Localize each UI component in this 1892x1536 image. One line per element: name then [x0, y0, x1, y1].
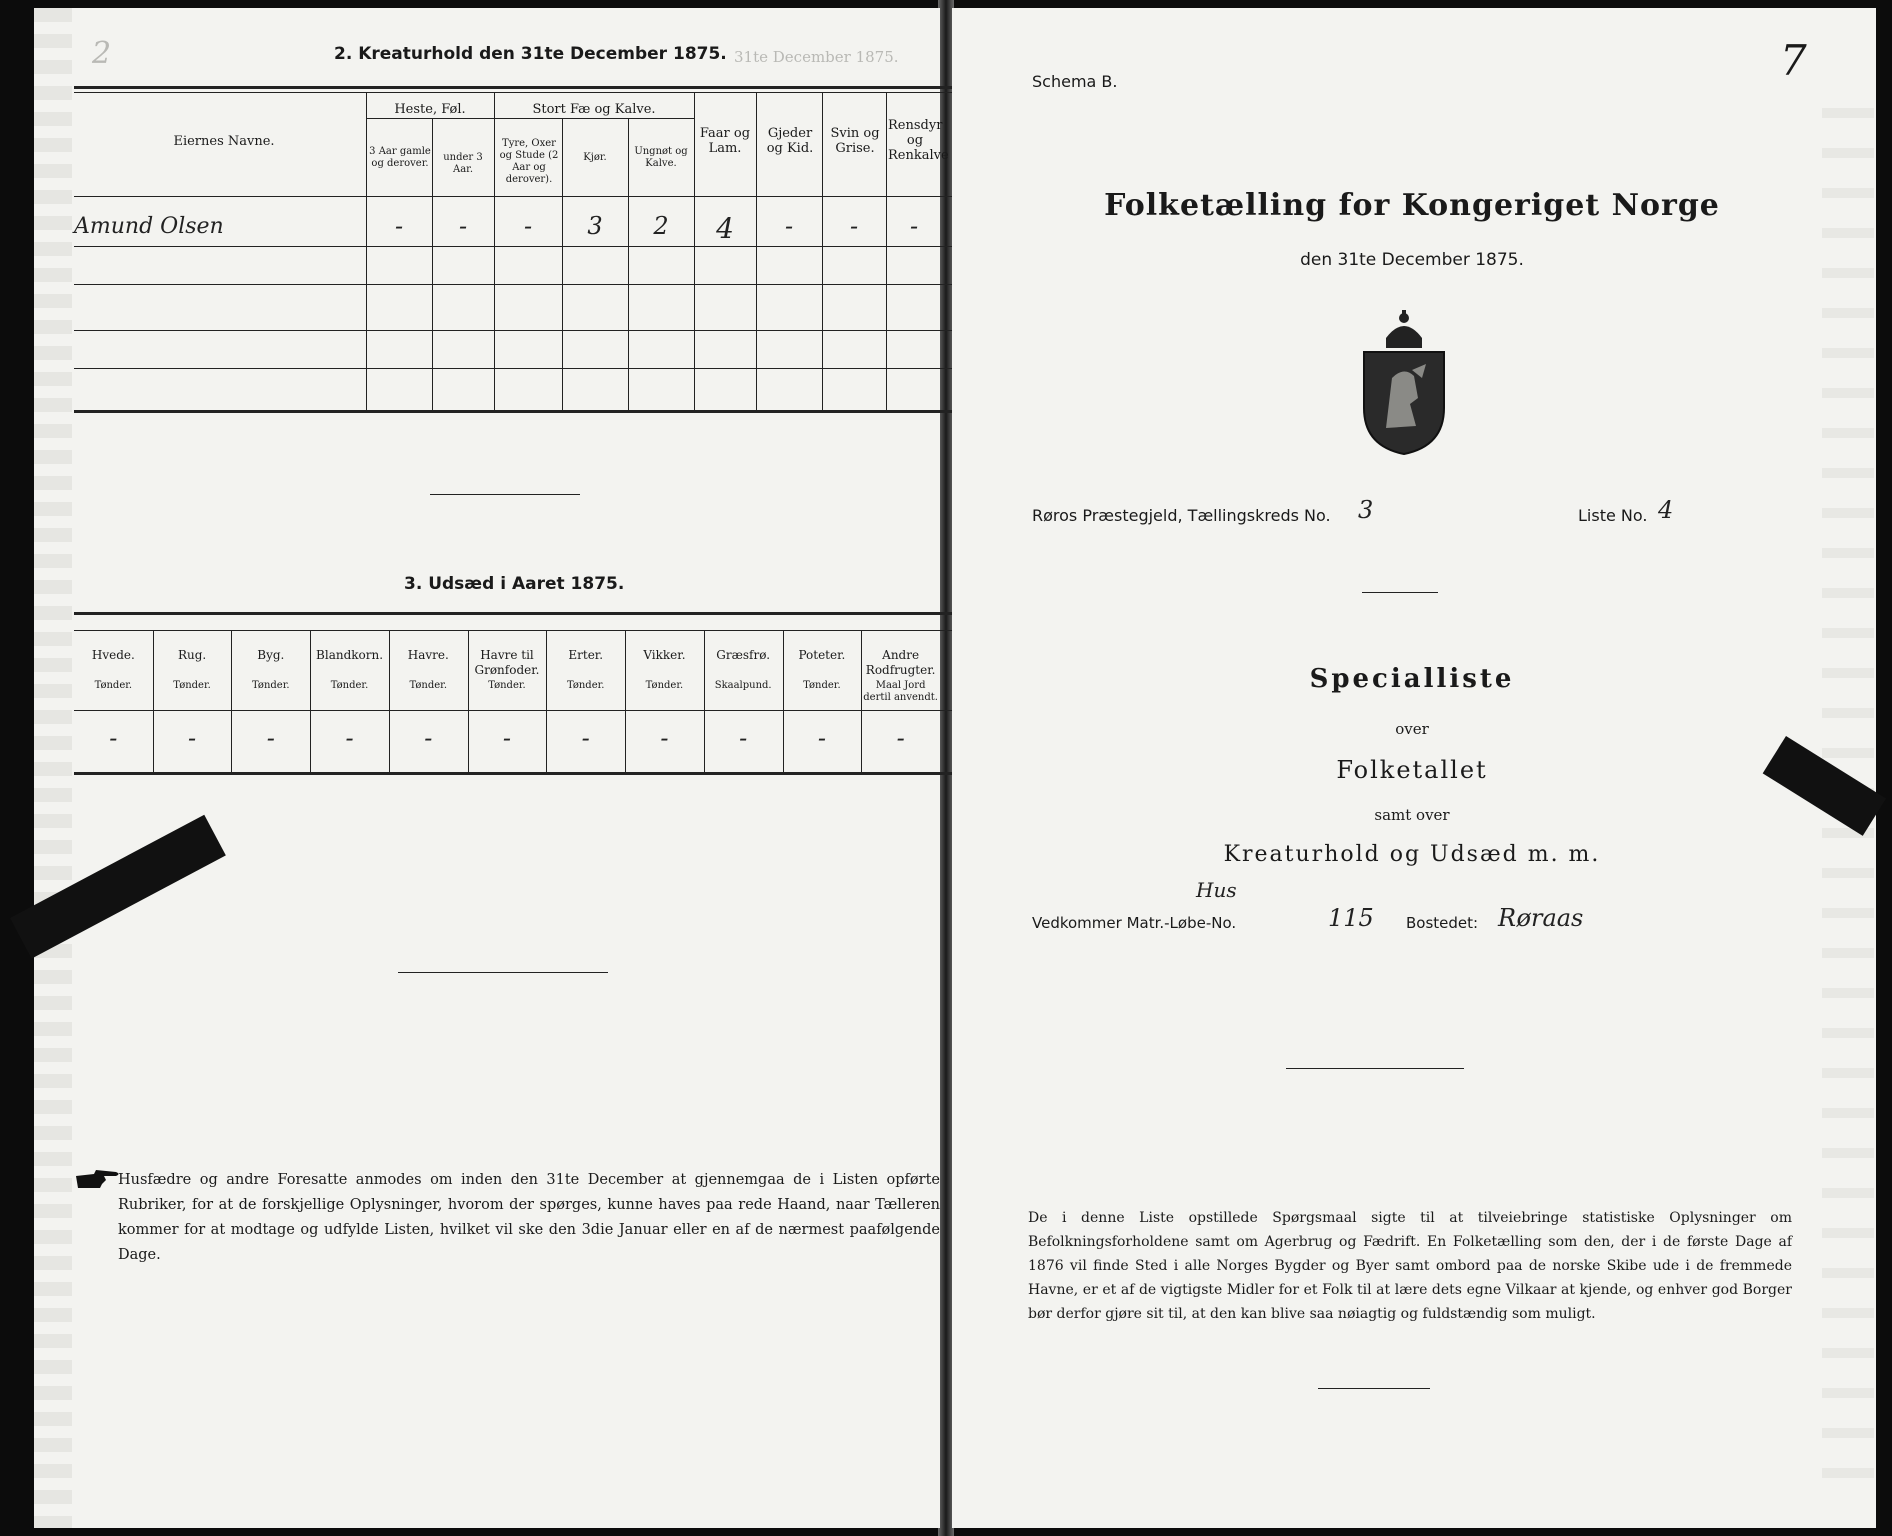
seed-header-unit: Tønder. [94, 680, 133, 691]
schema-label: Schema B. [1032, 72, 1118, 91]
specialliste-title: Specialliste [1309, 664, 1515, 694]
coat-of-arms-icon [1356, 308, 1452, 456]
header-kjor: Kjør. [583, 152, 607, 163]
subheader-rule [366, 118, 694, 119]
seed-value-cell: - [581, 724, 590, 752]
row-rule [74, 284, 974, 285]
separator [1286, 1068, 1464, 1069]
seed-header-unit: Maal Jord dertil anvendt. [863, 680, 938, 703]
section3-title: 3. Udsæd i Aaret 1875. [404, 574, 625, 594]
seed-value-cell: - [345, 724, 354, 752]
cell-kjor: 3 [587, 212, 603, 240]
header-heste-3aar: 3 Aar gamle og derover. [369, 146, 431, 169]
table2-top-rule [74, 86, 974, 89]
seed-header-unit: Tønder. [488, 680, 526, 691]
seed-value-cell: - [188, 724, 197, 752]
owner-name: Amund Olsen [74, 214, 224, 239]
section2-title: 2. Kreaturhold den 31te December 1875. [334, 44, 727, 64]
header-heste: Heste, Føl. [394, 102, 466, 117]
header-heste-under3: under 3 Aar. [443, 152, 483, 175]
separator [398, 972, 608, 973]
seed-value-cell: - [266, 724, 275, 752]
pointing-hand-icon [74, 1166, 122, 1194]
seed-header-name: Blandkorn. [316, 648, 384, 662]
bostedet-value: Røraas [1498, 904, 1584, 932]
col-rule [886, 92, 887, 412]
header-ungnot: Ungnøt og Kalve. [634, 146, 688, 169]
header-bottom-rule [74, 196, 974, 197]
instruction-note [118, 1168, 940, 1268]
table3-bottom-rule [74, 772, 974, 775]
seed-header-unit: Tønder. [173, 680, 211, 691]
left-page [34, 8, 949, 1528]
header-rensdyr: Rensdyr og Renkalve [888, 118, 949, 163]
seed-header-name: Andre Rodfrugter. [865, 648, 936, 677]
separator [1318, 1388, 1430, 1389]
page-number: 7 [1780, 36, 1807, 85]
matr-label: Vedkommer Matr.-Løbe-No. [1032, 914, 1237, 932]
seed-value-cell: - [660, 724, 669, 752]
row-rule [74, 368, 974, 369]
seed-header-name: Rug. [177, 648, 207, 662]
liste-label: Liste No. [1578, 506, 1648, 525]
folketallet-title: Folketallet [1336, 756, 1488, 784]
col-rule [822, 92, 823, 412]
table3-top-rule [74, 612, 974, 615]
seed-header-name: Vikker. [643, 648, 686, 662]
right-page [952, 8, 1876, 1528]
seed-value-cell: - [817, 724, 826, 752]
header-faar: Faar og Lam. [699, 126, 751, 156]
samt-over-text: samt over [1374, 806, 1450, 824]
seed-header-unit: Tønder. [566, 680, 605, 691]
faint-page-mark: 2 [92, 36, 112, 71]
seed-header-unit: Skaalpund. [714, 680, 772, 691]
cell-faar: 4 [716, 212, 734, 245]
cell-rensdyr: - [909, 212, 919, 240]
cell-heste-under3: - [458, 212, 468, 240]
faded-bleed-text: 31te December 1875. [734, 48, 899, 66]
district-label: Røros Præstegjeld, Tællingskreds No. [1032, 506, 1331, 525]
seed-value-cell: - [896, 724, 905, 752]
census-date: den 31te December 1875. [1300, 250, 1524, 270]
bostedet-label: Bostedet: [1406, 914, 1479, 932]
header-svin: Svin og Grise. [830, 126, 880, 156]
seed-header-unit: Tønder. [330, 680, 369, 691]
seed-header-name: Erter. [568, 648, 604, 662]
header-stort: Stort Fæ og Kalve. [532, 102, 656, 117]
row-rule [74, 330, 974, 331]
seed-header-name: Hvede. [91, 648, 135, 662]
seed-header-unit: Tønder. [252, 680, 290, 691]
col-rule [756, 92, 757, 412]
cell-gjeder: - [784, 212, 794, 240]
instruction-note-text: Husfædre og andre Foresatte anmodes om inden den 31te December at gjennemgaa de i Listen opførte Rubriker, for at de forskjellige Oplysninger, hvorom der spørges, kunne haves paa rede Haand, naar Tælleren kommer for at modtage og udfylde Listen, hvilket vil ske den 3die Januar eller en af de nærmest paafølgende Dage. [118, 1172, 940, 1263]
seed-value-cell: - [109, 724, 118, 752]
seed-header-name: Havre. [407, 648, 449, 662]
seed-header-unit: Tønder. [409, 680, 448, 691]
footer-note-text: De i denne Liste opstillede Spørgsmaal sigte til at tilveiebringe statistiske Oplysninger om Befolkningsforholdene samt om Agerbrug og Fædrift. En Folketælling som den, der i de første Dage af 1876 vil finde Sted i alle Norges Bygder og Byer samt ombord paa de norske Skibe ude i de fremmede Havne, er et af de vigtigste Midler for et Folk til at lære dets egne Vilkaar at kjende, og enhver god Borger bør derfor gjøre sit til, at den kan blive saa nøiagtig og fuldstændig som muligt. [1028, 1210, 1792, 1322]
seed-header-name: Havre til Grønfoder. [474, 648, 540, 677]
seed-header-name: Poteter. [798, 648, 846, 662]
kreaturhold-title: Kreaturhold og Udsæd m. m. [1223, 842, 1601, 867]
seed-header-unit: Tønder. [645, 680, 684, 691]
header-tyre: Tyre, Oxer og Stude (2 Aar og derover). [499, 138, 559, 185]
cell-ungnot: 2 [653, 212, 669, 240]
row-rule [74, 246, 974, 247]
seed-value-cell: - [424, 724, 433, 752]
table3-header-rule [74, 710, 974, 711]
table3-top-rule2 [74, 630, 974, 631]
col-rule [694, 92, 695, 412]
separator [1362, 592, 1438, 593]
hus-note: Hus [1196, 878, 1237, 902]
seed-header-unit: Tønder. [803, 680, 841, 691]
liste-number: 4 [1658, 496, 1674, 524]
main-title: Folketælling for Kongeriget Norge [1104, 188, 1720, 223]
bleed-through-margin [34, 8, 72, 1528]
district-number: 3 [1358, 496, 1374, 524]
header-owner: Eiernes Navne. [173, 134, 275, 149]
separator [430, 494, 580, 495]
cell-svin: - [849, 212, 859, 240]
table2-top-rule2 [74, 92, 974, 93]
col-rule [366, 92, 367, 412]
header-gjeder: Gjeder og Kid. [766, 126, 814, 156]
over-text: over [1395, 720, 1429, 738]
seed-header-name: Græsfrø. [716, 648, 771, 662]
cell-tyre: - [523, 212, 533, 240]
cell-heste-3aar: - [394, 212, 404, 240]
seed-value-cell: - [502, 724, 512, 752]
table2-bottom-rule [74, 410, 974, 413]
matr-number: 115 [1328, 904, 1374, 932]
col-rule [494, 92, 495, 412]
footer-note [1028, 1206, 1792, 1326]
seed-value-cell: - [739, 724, 748, 752]
seed-header-name: Byg. [257, 648, 285, 662]
